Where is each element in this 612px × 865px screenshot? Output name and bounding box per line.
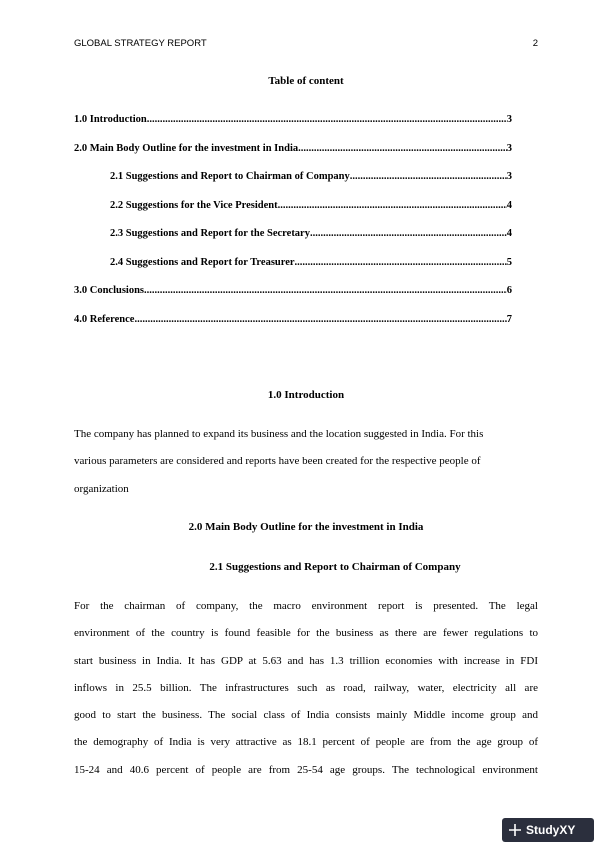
toc-entry-page: 3 [506, 171, 512, 182]
toc-leader [134, 313, 506, 327]
paragraph-line: the demography of India is very attractive as 18.1 percent of people are from the age group of [74, 736, 538, 749]
paragraph-line: good to start the business. The social class of India consists mainly Middle income group and [74, 709, 538, 722]
page-number: 2 [532, 38, 538, 49]
toc-leader [310, 227, 507, 241]
toc-leader [144, 284, 507, 298]
toc-entry-vice-president[interactable] [110, 199, 512, 213]
toc-leader [295, 256, 507, 270]
introduction-paragraph [74, 421, 538, 503]
page-header [74, 38, 538, 49]
toc-entry-page: 7 [506, 313, 512, 325]
toc-title: Table of content [268, 75, 344, 87]
paragraph-line: The company has planned to expand its business and the location suggested in India. For this [74, 428, 484, 440]
toc-entry-main-body[interactable] [74, 142, 512, 156]
toc-entry-text: 2.1 Suggestions and Report to Chairman of Company [110, 171, 350, 182]
main-body-heading: 2.0 Main Body Outline for the investment in India [188, 521, 424, 533]
toc-entry-treasurer[interactable] [110, 256, 512, 270]
toc-entry-page: 4 [506, 228, 512, 239]
toc-entry-text: 2.2 Suggestions for the Vice President [110, 199, 278, 211]
toc-leader [298, 142, 507, 156]
toc-entry-reference[interactable] [74, 313, 512, 327]
report-title: GLOBAL STRATEGY REPORT [74, 38, 207, 49]
paragraph-line: inflows in 25.5 billion. The infrastructures such as road, railway, water, electricity all are [74, 681, 538, 694]
toc-leader [278, 199, 507, 213]
toc-entry-page: 6 [506, 285, 512, 296]
toc-entry-text: 2.3 Suggestions and Report for the Secretary [110, 228, 310, 239]
paragraph-line: various parameters are considered and reports have been created for the respective people of [74, 455, 481, 468]
toc-entry-page: 3 [506, 142, 512, 154]
toc-entry-introduction[interactable] [74, 113, 512, 127]
toc-leader [350, 170, 507, 184]
toc-entry-page: 4 [506, 199, 512, 211]
logo-text: StudyXY [526, 823, 576, 837]
toc-entry-text: 2.4 Suggestions and Report for Treasurer [110, 256, 295, 268]
toc-leader [147, 113, 507, 127]
toc-entry-page: 5 [506, 256, 512, 268]
toc-entry-text: 2.0 Main Body Outline for the investment in India [74, 142, 299, 154]
toc-entry-secretary[interactable] [110, 227, 512, 241]
plus-icon [508, 823, 522, 837]
paragraph-line: start business in India. It has GDP at 5.63 and has 1.3 trillion economies with increase in FDI [74, 654, 538, 667]
paragraph-line: 15-24 and 40.6 percent of people are from 25-54 age groups. The technological environment [74, 763, 538, 776]
toc-entry-page: 3 [506, 114, 512, 125]
chairman-paragraph [74, 593, 538, 784]
paragraph-line: For the chairman of company, the macro environment report is presented. The legal [74, 600, 538, 612]
toc-entry-chairman[interactable] [110, 170, 512, 184]
introduction-heading: 1.0 Introduction [267, 389, 345, 401]
studyxy-logo[interactable] [502, 818, 594, 842]
paragraph-line: organization [74, 482, 129, 495]
toc-entry-text: 1.0 Introduction [74, 114, 147, 125]
toc-entry-text: 3.0 Conclusions [74, 285, 145, 296]
paragraph-line: environment of the country is found feasible for the business as there are fewer regulations to [74, 627, 538, 640]
toc-entry-conclusions[interactable] [74, 284, 512, 298]
toc-entry-text: 4.0 Reference [74, 313, 135, 325]
chairman-subheading: 2.1 Suggestions and Report to Chairman of Company [209, 561, 461, 573]
